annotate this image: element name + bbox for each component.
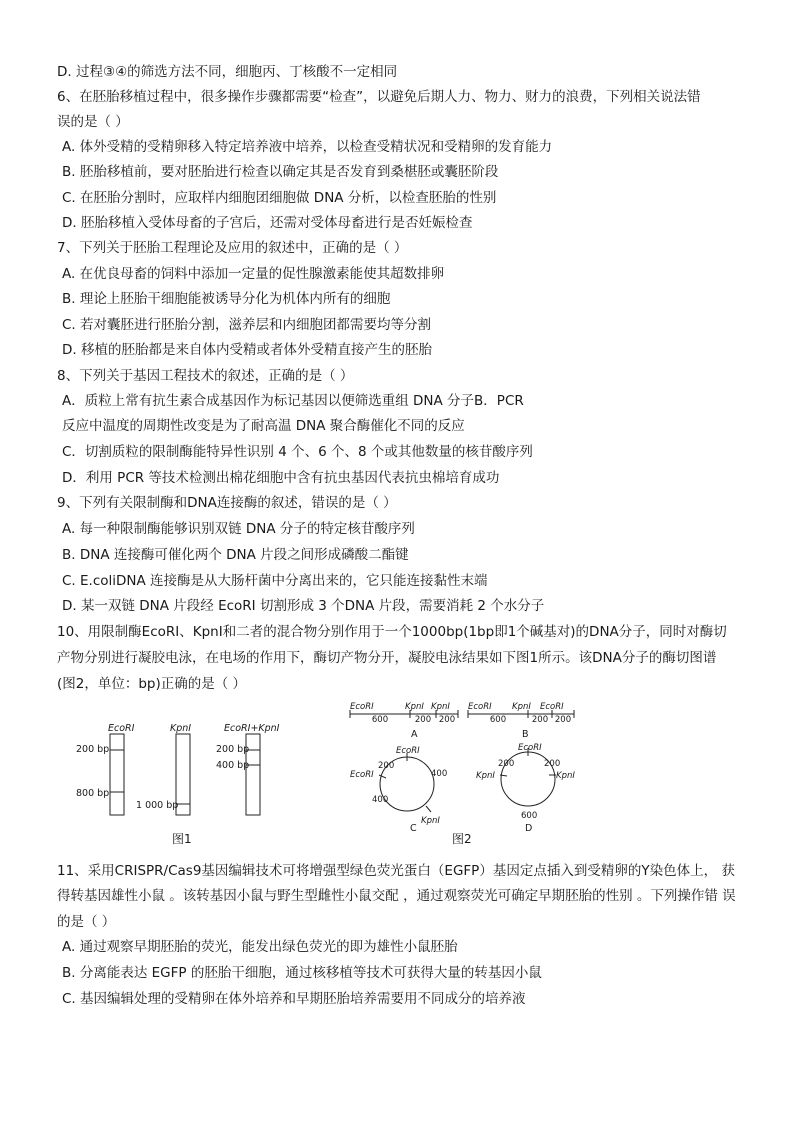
lane1-label: EcoRⅠ <box>108 723 135 734</box>
map-a-enzyme-2: KpnⅠ <box>405 702 424 712</box>
map-a-seg-2: 200 <box>414 715 432 725</box>
q6-option-c: C. 在胚胎分割时，应取样内细胞团细胞做 DNA 分析，以检查胚胎的性别 <box>62 190 497 206</box>
q6-option-b: B. 胚胎移植前，要对胚胎进行检查以确定其是否发育到桑椹胚或囊胚阶段 <box>62 164 499 180</box>
lane3-band-label-200: 200 bp <box>216 744 250 755</box>
q9-option-c: C. E.coliDNA 连接酶是从大肠杆菌中分离出来的，它只能连接黏性末端 <box>62 573 488 589</box>
map-a-enzyme-3: KpnⅠ <box>431 702 450 712</box>
map-d-enzyme-2: KpnⅠ <box>476 771 495 781</box>
lane2-well <box>176 734 190 815</box>
q9-option-d: D. 某一双链 DNA 片段经 EcoRI 切割形成 3 个DNA 片段，需要消耗 2 个水分子 <box>62 598 545 614</box>
map-c-seg-2: 400 <box>372 795 389 805</box>
map-c-enzyme-3: KpnⅠ <box>421 816 440 826</box>
q7-option-c: C. 若对囊胚进行胚胎分割，滋养层和内细胞团都需要均等分割 <box>62 317 432 333</box>
map-b-label: B <box>522 729 529 740</box>
map-a-label: A <box>411 729 418 740</box>
q11-option-c: C. 基因编辑处理的受精卵在体外培养和早期胚胎培养需要用不同成分的培养液 <box>62 991 526 1007</box>
map-b-enzyme-1: EcoRⅠ <box>468 702 492 712</box>
q8-option-c: C．切割质粒的限制酶能特异性识别 4 个、6 个、8 个或其他数量的核苷酸序列 <box>62 444 533 460</box>
q6-option-d: D. 胚胎移植入受体母畜的子宫后，还需对受体母畜进行是否妊娠检查 <box>62 215 473 231</box>
figure2-caption: 图2 <box>452 832 472 846</box>
lane1-band-label-800: 800 bp <box>76 788 110 799</box>
map-c-seg-1: 200 <box>378 761 395 771</box>
figure1-caption: 图1 <box>172 832 192 846</box>
map-c-circle <box>380 757 434 811</box>
map-a-seg-1: 600 <box>371 715 389 725</box>
map-d-seg-1: 200 <box>498 759 515 769</box>
map-c-label: C <box>410 823 417 834</box>
map-a-enzyme-1: EcoRⅠ <box>350 702 374 712</box>
figure2-map-d <box>476 743 575 834</box>
q8-option-b: 反应中温度的周期性改变是为了耐高温 DNA 聚合酶催化不同的反应 <box>62 418 465 434</box>
q7-option-a: A. 在优良母畜的饲料中添加一定量的促性腺激素能使其超数排卵 <box>62 266 445 282</box>
lane3-band-label-400: 400 bp <box>216 760 250 771</box>
q6-option-a: A. 体外受精的受精卵移入特定培养液中培养，以检查受精状况和受精卵的发育能力 <box>62 139 553 155</box>
q9-option-a: A. 每一种限制酶能够识别双链 DNA 分子的特定核苷酸序列 <box>62 521 415 537</box>
map-d-seg-3: 600 <box>521 811 538 821</box>
q11-option-a: A. 通过观察早期胚胎的荧光，能发出绿色荧光的即为雄性小鼠胚胎 <box>62 939 458 955</box>
q7-stem: 7、下列关于胚胎工程理论及应用的叙述中，正确的是（ ） <box>57 240 408 256</box>
lane1-well <box>110 734 124 815</box>
map-d-enzyme-3: KpnⅠ <box>556 771 575 781</box>
q6-stem-line2: 误的是（ ） <box>57 114 129 130</box>
q7-option-b: B. 理论上胚胎干细胞能被诱导分化为机体内所有的细胞 <box>62 291 391 307</box>
lane2-band-label-1000: 1 000 bp <box>136 800 179 811</box>
map-c-enzyme-1: EcoRⅠ <box>396 746 420 756</box>
lane2-label: KpnⅠ <box>170 723 192 734</box>
lane3-label: EcoRⅠ+KpnⅠ <box>224 723 280 734</box>
lane1-band-label-200: 200 bp <box>76 744 110 755</box>
map-d-label: D <box>525 823 533 834</box>
q8-option-a: A．质粒上常有抗生素合成基因作为标记基因以便筛选重组 DNA 分子B．PCR <box>62 393 524 409</box>
q11-stem-line2: 得转基因雄性小鼠 。该转基因小鼠与野生型雌性小鼠交配 ，通过观察荧光可确定早期胚胎的性别 。下列操作错 误 <box>57 888 736 904</box>
map-a-seg-3: 200 <box>438 715 456 725</box>
figure2-map-c <box>350 746 447 834</box>
map-b-enzyme-2: KpnⅠ <box>512 702 531 712</box>
map-d-enzyme-1: EcoRⅠ <box>518 743 542 753</box>
lane3-well <box>246 734 260 815</box>
q8-stem: 8、下列关于基因工程技术的叙述，正确的是（ ） <box>57 368 354 384</box>
q9-option-b: B. DNA 连接酶可催化两个 DNA 片段之间形成磷酸二酯键 <box>62 547 409 563</box>
q11-option-b: B. 分离能表达 EGFP 的胚胎干细胞，通过核移植等技术可获得大量的转基因小鼠 <box>62 965 542 981</box>
figure1-gel <box>76 723 280 846</box>
q6-stem-line1: 6、在胚胎移植过程中，很多操作步骤都需要“检查”，以避免后期人力、物力、财力的浪费，下列相关说法错 <box>57 89 701 105</box>
q10-stem-line2: 产物分别进行凝胶电泳，在电场的作用下，酶切产物分开，凝胶电泳结果如下图1所示。该DNA分子的酶切图谱 <box>57 650 717 666</box>
q10-stem-line3: (图2，单位：bp)正确的是（ ） <box>57 676 247 692</box>
map-d-circle <box>501 752 555 806</box>
q11-stem-line1: 11、采用CRISPR/Cas9基因编辑技术可将增强型绿色荧光蛋白（EGFP）基因定点插入到受精卵的Y染色体上， 获 <box>57 863 735 879</box>
map-b-enzyme-3: EcoRⅠ <box>540 702 564 712</box>
map-c-seg-3: 400 <box>431 769 448 779</box>
map-b-seg-3: 200 <box>554 715 572 725</box>
figure2-map-a <box>350 702 458 740</box>
map-b-seg-1: 600 <box>489 715 507 725</box>
figure2-map-b <box>468 702 574 740</box>
q9-stem: 9、下列有关限制酶和DNA连接酶的叙述，错误的是（ ） <box>57 495 397 511</box>
map-c-enzyme-2: EcoRⅠ <box>350 770 374 780</box>
map-b-seg-2: 200 <box>531 715 549 725</box>
q10-stem-line1: 10、用限制酶EcoRⅠ、KpnⅠ和二者的混合物分别作用于一个1000bp(1bp即1个碱基对)的DNA分子，同时对酶切 <box>57 624 727 640</box>
q8-option-d: D．利用 PCR 等技术检测出棉花细胞中含有抗虫基因代表抗虫棉培育成功 <box>62 470 500 486</box>
q11-stem-line3: 的是（ ） <box>57 914 116 930</box>
map-d-seg-2: 200 <box>544 759 561 769</box>
q5-option-d: D. 过程③④的筛选方法不同，细胞丙、丁核酸不一定相同 <box>57 64 398 80</box>
q7-option-d: D. 移植的胚胎都是来自体内受精或者体外受精直接产生的胚胎 <box>62 342 432 358</box>
